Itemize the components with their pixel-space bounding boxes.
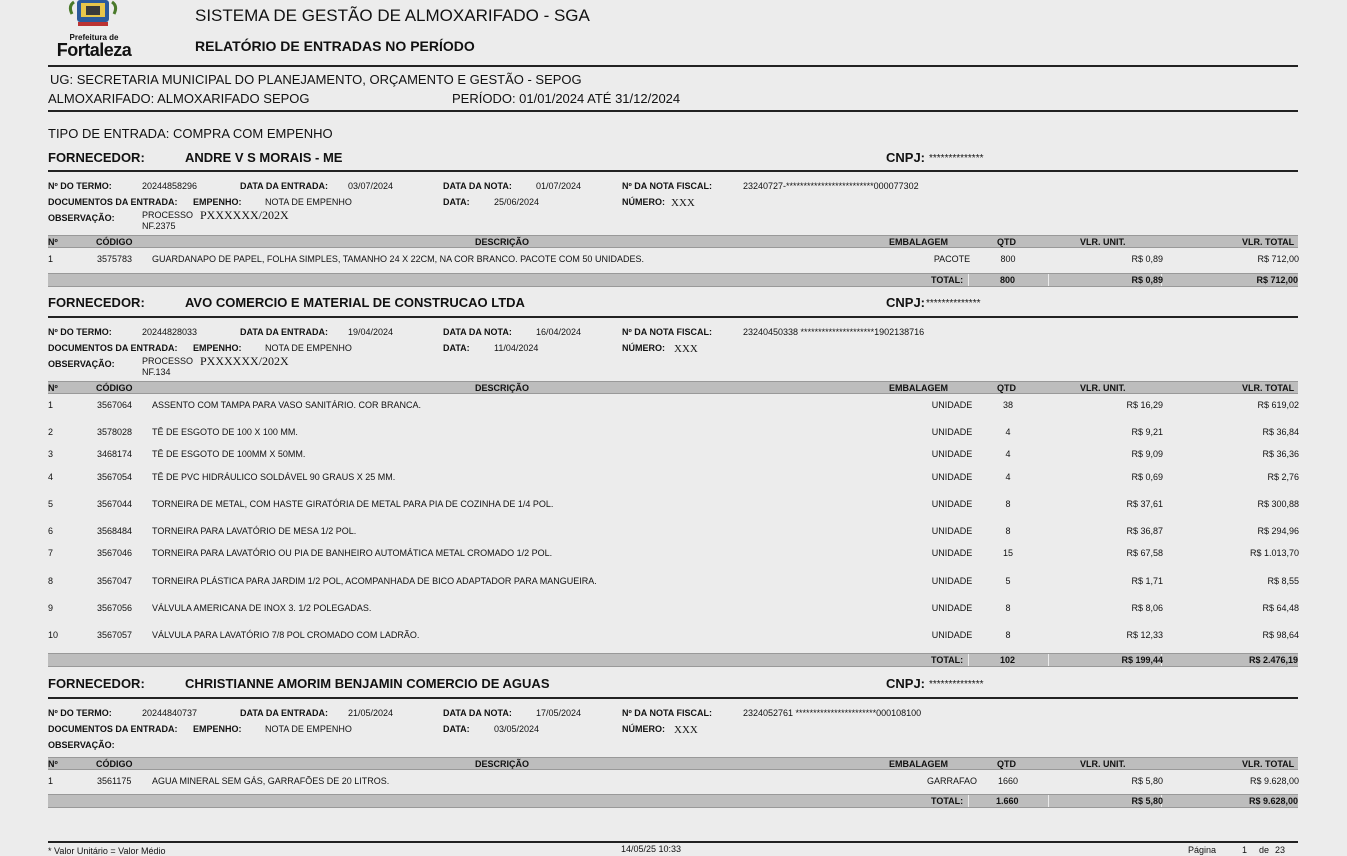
table-row — [48, 254, 1298, 268]
fornecedor-label: FORNECEDOR: — [48, 295, 145, 310]
item-descricao: TÊ DE ESGOTO DE 100 X 100 MM. — [152, 427, 298, 437]
item-codigo: 3578028 — [97, 427, 133, 437]
item-vlr-total: R$ 300,88 — [1257, 499, 1299, 509]
item-qtd: 4 — [1005, 449, 1011, 459]
cnpj-label: CNPJ: — [886, 676, 926, 691]
item-descricao: TÊ DE ESGOTO DE 100MM X 50MM. — [152, 449, 306, 459]
empenho-value: NOTA DE EMPENHO — [265, 343, 352, 353]
documentos-label: DOCUMENTOS DA ENTRADA: — [48, 197, 178, 207]
item-vlr-total: R$ 64,48 — [1262, 603, 1299, 613]
data-value: 11/04/2024 — [494, 343, 539, 353]
empenho-value: NOTA DE EMPENHO — [265, 197, 352, 207]
tipo-entrada: TIPO DE ENTRADA: COMPRA COM EMPENHO — [48, 126, 333, 141]
table-row — [48, 427, 1298, 441]
item-embalagem: UNIDADE — [931, 400, 973, 410]
item-codigo: 3567044 — [97, 499, 133, 509]
cnpj-value: ************** — [926, 298, 981, 309]
col-vlr-total: VLR. TOTAL — [1242, 759, 1295, 769]
nota-fiscal-value: 23240450338 *********************1902138716 — [743, 327, 925, 337]
data-nota-label: DATA DA NOTA: — [443, 327, 512, 337]
item-vlr-total: R$ 36,84 — [1262, 427, 1299, 437]
termo-value: 20244828033 — [142, 327, 198, 337]
col-embalagem: EMBALAGEM — [889, 383, 948, 393]
item-qtd: 5 — [1005, 576, 1011, 586]
documentos-label: DOCUMENTOS DA ENTRADA: — [48, 724, 178, 734]
item-embalagem: UNIDADE — [931, 449, 973, 459]
item-embalagem: UNIDADE — [931, 472, 973, 482]
cnpj-label: CNPJ: — [886, 295, 926, 310]
data-entrada-label: DATA DA ENTRADA: — [240, 327, 328, 337]
numero-value: XXX — [674, 724, 698, 736]
total-vlr-unit: R$ 199,44 — [1121, 655, 1163, 665]
item-descricao: TORNEIRA PARA LAVATÓRIO DE MESA 1/2 POL. — [152, 526, 357, 536]
item-vlr-unit: R$ 1,71 — [1131, 576, 1163, 586]
total-bar — [48, 653, 1298, 667]
item-vlr-unit: R$ 5,80 — [1131, 776, 1163, 786]
observacao-prefix: PROCESSO — [142, 210, 194, 220]
item-descricao: TORNEIRA DE METAL, COM HASTE GIRATÓRIA DE METAL PARA PIA DE COZINHA DE 1/4 POL. — [152, 499, 554, 509]
data-entrada-label: DATA DA ENTRADA: — [240, 181, 328, 191]
item-vlr-unit: R$ 16,29 — [1126, 400, 1163, 410]
total-vlr-total: R$ 9.628,00 — [1248, 796, 1298, 806]
col-qtd: QTD — [997, 383, 1016, 393]
item-qtd: 4 — [1005, 427, 1011, 437]
page-title: SISTEMA DE GESTÃO DE ALMOXARIFADO - SGA — [195, 6, 590, 25]
item-vlr-unit: R$ 0,89 — [1131, 254, 1163, 264]
item-vlr-total: R$ 619,02 — [1257, 400, 1299, 410]
data-nota-value: 16/04/2024 — [536, 327, 582, 337]
item-codigo: 3468174 — [97, 449, 133, 459]
supplier-name: ANDRE V S MORAIS - ME — [185, 150, 343, 165]
cnpj-label: CNPJ: — [886, 150, 926, 165]
observacao-label: OBSERVAÇÃO: — [48, 359, 115, 369]
item-descricao: TÊ DE PVC HIDRÁULICO SOLDÁVEL 90 GRAUS X 25 MM. — [152, 472, 396, 482]
item-codigo: 3561175 — [97, 776, 132, 786]
total-label: TOTAL: — [931, 275, 964, 285]
table-row — [48, 630, 1298, 644]
item-codigo: 3567057 — [97, 630, 133, 640]
data-label: DATA: — [443, 724, 470, 734]
table-row — [48, 499, 1298, 513]
item-codigo: 3567047 — [97, 576, 133, 586]
item-vlr-unit: R$ 9,21 — [1131, 427, 1163, 437]
item-n: 1 — [48, 400, 54, 410]
col-codigo: CÓDIGO — [96, 237, 133, 247]
item-codigo: 3568484 — [97, 526, 133, 536]
numero-label: NÚMERO: — [622, 343, 665, 353]
item-n: 9 — [48, 603, 54, 613]
data-entrada-value: 19/04/2024 — [348, 327, 394, 337]
table-row — [48, 400, 1298, 414]
item-qtd: 8 — [1005, 499, 1011, 509]
item-codigo: 3567046 — [97, 548, 133, 558]
empenho-label: EMPENHO: — [193, 197, 242, 207]
empenho-value: NOTA DE EMPENHO — [265, 724, 352, 734]
item-n: 7 — [48, 548, 54, 558]
item-n: 2 — [48, 427, 54, 437]
empenho-label: EMPENHO: — [193, 343, 242, 353]
supplier-name: CHRISTIANNE AMORIM BENJAMIN COMERCIO DE AGUAS — [185, 676, 550, 691]
item-codigo: 3567064 — [97, 400, 133, 410]
item-vlr-unit: R$ 8,06 — [1131, 603, 1163, 613]
item-descricao: AGUA MINERAL SEM GÁS, GARRAFÕES DE 20 LITROS. — [152, 776, 390, 786]
item-n: 10 — [48, 630, 59, 640]
item-qtd: 8 — [1005, 526, 1011, 536]
item-embalagem: GARRAFAO — [926, 776, 977, 786]
item-embalagem: PACOTE — [933, 254, 971, 264]
col-descricao: DESCRIÇÃO — [475, 759, 530, 769]
item-vlr-total: R$ 98,64 — [1262, 630, 1299, 640]
item-n: 1 — [48, 776, 54, 786]
table-row — [48, 576, 1298, 590]
total-qtd: 800 — [1000, 275, 1016, 285]
item-qtd: 1660 — [997, 776, 1019, 786]
nota-fiscal-label: Nº DA NOTA FISCAL: — [622, 708, 712, 718]
total-vlr-total: R$ 2.476,19 — [1248, 655, 1298, 665]
cnpj-value: ************** — [929, 679, 984, 690]
item-descricao: GUARDANAPO DE PAPEL, FOLHA SIMPLES, TAMANHO 24 X 22CM, NA COR BRANCO. PACOTE COM 50 UNIDADES. — [152, 254, 644, 264]
total-vlr-unit: R$ 0,89 — [1131, 275, 1163, 285]
nota-fiscal-value: 23240727-*************************000077302 — [743, 181, 919, 191]
numero-value: XXX — [671, 197, 695, 209]
total-pages: 23 — [1275, 845, 1286, 855]
col-vlr-total: VLR. TOTAL — [1242, 383, 1295, 393]
item-codigo: 3567056 — [97, 603, 133, 613]
termo-value: 20244858296 — [142, 181, 198, 191]
col-qtd: QTD — [997, 759, 1016, 769]
data-label: DATA: — [443, 343, 470, 353]
col-n: Nº — [48, 759, 58, 769]
data-nota-value: 17/05/2024 — [536, 708, 582, 718]
divider — [48, 697, 1298, 699]
item-n: 3 — [48, 449, 54, 459]
total-bar — [48, 273, 1298, 287]
table-row — [48, 776, 1298, 790]
termo-value: 20244840737 — [142, 708, 198, 718]
item-vlr-unit: R$ 67,58 — [1126, 548, 1163, 558]
item-qtd: 8 — [1005, 630, 1011, 640]
item-n: 6 — [48, 526, 54, 536]
divider — [48, 170, 1298, 172]
item-vlr-unit: R$ 9,09 — [1131, 449, 1163, 459]
fornecedor-label: FORNECEDOR: — [48, 676, 145, 691]
page-label: Página — [1188, 845, 1217, 855]
data-nota-label: DATA DA NOTA: — [443, 181, 512, 191]
item-descricao: VÁLVULA AMERICANA DE INOX 3. 1/2 POLEGADAS. — [152, 603, 372, 613]
termo-label: Nº DO TERMO: — [48, 708, 112, 718]
data-nota-label: DATA DA NOTA: — [443, 708, 512, 718]
page-number: 1 — [1242, 845, 1248, 855]
item-embalagem: UNIDADE — [931, 499, 973, 509]
item-qtd: 15 — [1002, 548, 1013, 558]
item-vlr-unit: R$ 12,33 — [1126, 630, 1163, 640]
col-qtd: QTD — [997, 237, 1016, 247]
data-label: DATA: — [443, 197, 470, 207]
item-embalagem: UNIDADE — [931, 576, 973, 586]
termo-label: Nº DO TERMO: — [48, 181, 112, 191]
col-vlr-total: VLR. TOTAL — [1242, 237, 1295, 247]
item-qtd: 38 — [1002, 400, 1013, 410]
item-qtd: 8 — [1005, 603, 1011, 613]
col-codigo: CÓDIGO — [96, 759, 133, 769]
divider — [48, 65, 1298, 67]
item-vlr-total: R$ 36,36 — [1262, 449, 1299, 459]
observacao-label: OBSERVAÇÃO: — [48, 740, 115, 750]
item-vlr-total: R$ 712,00 — [1257, 254, 1299, 264]
data-value: 03/05/2024 — [494, 724, 540, 734]
item-embalagem: UNIDADE — [931, 603, 973, 613]
observacao-nf: NF.2375 — [142, 221, 176, 231]
item-embalagem: UNIDADE — [931, 630, 973, 640]
total-qtd: 1.660 — [996, 796, 1019, 806]
table-row — [48, 603, 1298, 617]
col-vlr-unit: VLR. UNIT. — [1080, 383, 1126, 393]
observacao-process: PXXXXXX/202X — [200, 354, 289, 368]
data-entrada-value: 21/05/2024 — [348, 708, 394, 718]
fornecedor-label: FORNECEDOR: — [48, 150, 145, 165]
col-n: Nº — [48, 237, 58, 247]
total-bar — [48, 794, 1298, 808]
observacao-label: OBSERVAÇÃO: — [48, 213, 115, 223]
item-qtd: 800 — [1000, 254, 1016, 264]
numero-label: NÚMERO: — [622, 197, 665, 207]
item-n: 1 — [48, 254, 54, 264]
table-header — [48, 757, 1298, 770]
item-vlr-unit: R$ 37,61 — [1126, 499, 1163, 509]
empenho-label: EMPENHO: — [193, 724, 242, 734]
item-n: 4 — [48, 472, 54, 482]
periodo-line: PERÍODO: 01/01/2024 ATÉ 31/12/2024 — [452, 91, 681, 106]
item-vlr-unit: R$ 36,87 — [1126, 526, 1163, 536]
observacao-nf: NF.134 — [142, 367, 171, 377]
item-descricao: VÁLVULA PARA LAVATÓRIO 7/8 POL CROMADO COM LADRÃO. — [152, 630, 420, 640]
data-value: 25/06/2024 — [494, 197, 540, 207]
total-qtd: 102 — [1000, 655, 1016, 665]
observacao-prefix: PROCESSO — [142, 356, 194, 366]
table-row — [48, 526, 1298, 540]
item-vlr-total: R$ 2,76 — [1267, 472, 1299, 482]
item-n: 5 — [48, 499, 54, 509]
of-label: de — [1259, 845, 1270, 855]
item-vlr-total: R$ 9.628,00 — [1249, 776, 1299, 786]
data-nota-value: 01/07/2024 — [536, 181, 582, 191]
nota-fiscal-label: Nº DA NOTA FISCAL: — [622, 181, 712, 191]
item-codigo: 3567054 — [97, 472, 133, 482]
cnpj-value: ************** — [929, 153, 984, 164]
col-embalagem: EMBALAGEM — [889, 759, 948, 769]
table-row — [48, 548, 1298, 562]
col-codigo: CÓDIGO — [96, 383, 133, 393]
logo-caption: Prefeitura de — [69, 33, 119, 42]
item-embalagem: UNIDADE — [931, 548, 973, 558]
table-header — [48, 235, 1298, 248]
observacao-process: PXXXXXX/202X — [200, 208, 289, 222]
item-vlr-total: R$ 1.013,70 — [1249, 548, 1299, 558]
col-embalagem: EMBALAGEM — [889, 237, 948, 247]
logo-wordmark: Fortaleza — [56, 40, 132, 60]
supplier-name: AVO COMERCIO E MATERIAL DE CONSTRUCAO LTDA — [185, 295, 525, 310]
footer-divider — [48, 841, 1298, 843]
table-row — [48, 472, 1298, 486]
item-descricao: TORNEIRA PARA LAVATÓRIO OU PIA DE BANHEIRO AUTOMÁTICA METAL CROMADO 1/2 POL. — [152, 548, 553, 558]
table-row — [48, 449, 1298, 463]
total-label: TOTAL: — [931, 655, 964, 665]
item-embalagem: UNIDADE — [931, 427, 973, 437]
almoxarifado-line: ALMOXARIFADO: ALMOXARIFADO SEPOG — [48, 91, 310, 106]
col-n: Nº — [48, 383, 58, 393]
total-vlr-total: R$ 712,00 — [1256, 275, 1298, 285]
item-vlr-total: R$ 8,55 — [1267, 576, 1299, 586]
report-subtitle: RELATÓRIO DE ENTRADAS NO PERÍODO — [195, 38, 475, 54]
total-vlr-unit: R$ 5,80 — [1131, 796, 1163, 806]
col-descricao: DESCRIÇÃO — [475, 383, 530, 393]
termo-label: Nº DO TERMO: — [48, 327, 112, 337]
numero-label: NÚMERO: — [622, 724, 665, 734]
col-vlr-unit: VLR. UNIT. — [1080, 759, 1126, 769]
col-vlr-unit: VLR. UNIT. — [1080, 237, 1126, 247]
documentos-label: DOCUMENTOS DA ENTRADA: — [48, 343, 178, 353]
item-vlr-total: R$ 294,96 — [1257, 526, 1299, 536]
nota-fiscal-label: Nº DA NOTA FISCAL: — [622, 327, 712, 337]
item-descricao: TORNEIRA PLÁSTICA PARA JARDIM 1/2 POL, ACOMPANHADA DE BICO ADAPTADOR PARA MANGUEIRA. — [152, 576, 597, 586]
item-embalagem: UNIDADE — [931, 526, 973, 536]
prefeitura-logo — [48, 0, 140, 60]
ug-line: UG: SECRETARIA MUNICIPAL DO PLANEJAMENTO, ORÇAMENTO E GESTÃO - SEPOG — [50, 72, 582, 87]
nota-fiscal-value: 2324052761 ***********************000108100 — [743, 708, 922, 718]
item-qtd: 4 — [1005, 472, 1011, 482]
item-codigo: 3575783 — [97, 254, 133, 264]
footer-note: * Valor Unitário = Valor Médio — [48, 846, 166, 856]
item-vlr-unit: R$ 0,69 — [1131, 472, 1163, 482]
data-entrada-value: 03/07/2024 — [348, 181, 394, 191]
item-descricao: ASSENTO COM TAMPA PARA VASO SANITÁRIO. COR BRANCA. — [152, 400, 422, 410]
divider — [48, 110, 1298, 112]
col-descricao: DESCRIÇÃO — [475, 237, 530, 247]
data-entrada-label: DATA DA ENTRADA: — [240, 708, 328, 718]
footer-timestamp: 14/05/25 10:33 — [621, 844, 682, 854]
table-header — [48, 381, 1298, 394]
item-n: 8 — [48, 576, 54, 586]
total-label: TOTAL: — [931, 796, 964, 806]
numero-value: XXX — [674, 343, 698, 355]
divider — [48, 316, 1298, 318]
